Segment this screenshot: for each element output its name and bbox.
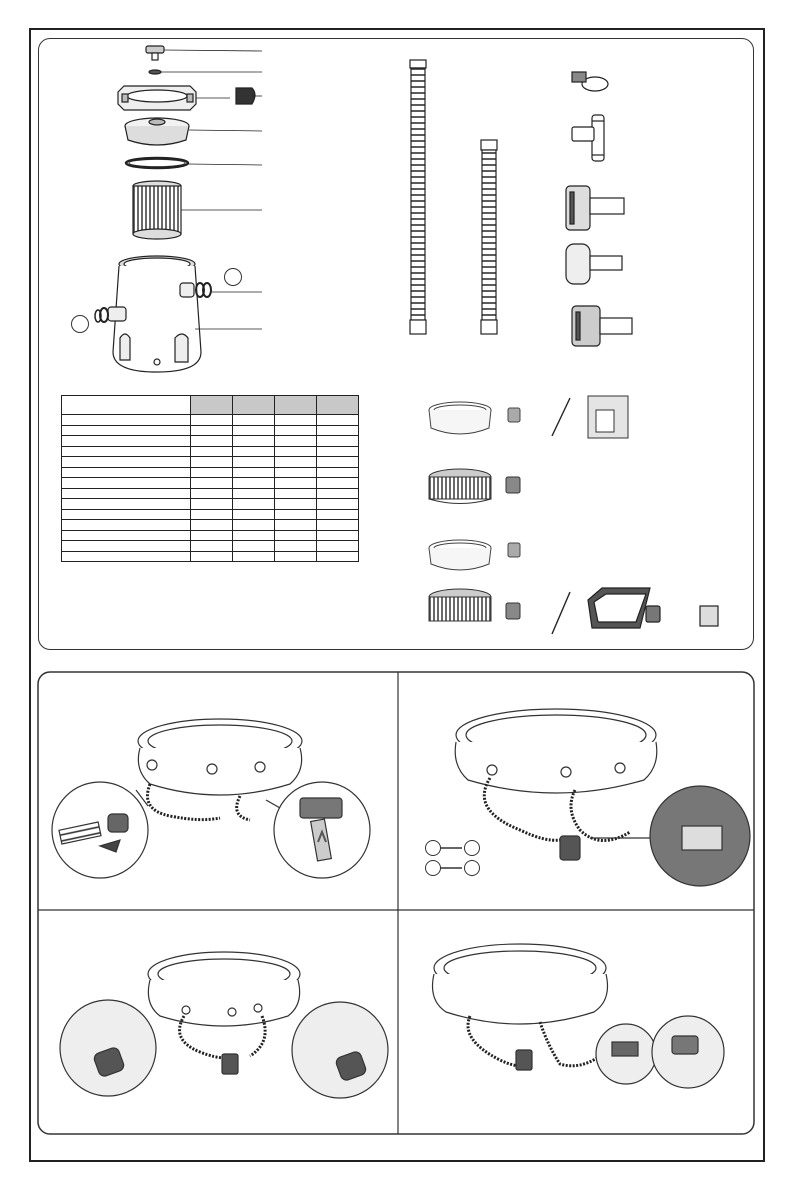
callout-step2-a2	[464, 840, 480, 856]
parts-table	[61, 395, 359, 562]
t-connector-icon	[572, 115, 604, 161]
table-row	[62, 425, 359, 436]
table-row	[62, 530, 359, 541]
hose-clamp-icon	[572, 72, 608, 91]
table-row	[62, 457, 359, 468]
step1-illustration	[52, 719, 370, 878]
table-row	[62, 478, 359, 489]
header-cell	[233, 396, 275, 415]
step3-illustration	[60, 952, 388, 1098]
callout-step2-b1	[425, 860, 441, 876]
parts-table-header	[62, 396, 359, 415]
strainer-connector-icon	[566, 186, 632, 346]
step4-illustration	[433, 944, 725, 1088]
hose-icon	[410, 60, 497, 334]
callout-filter-left	[71, 315, 89, 333]
table-row	[62, 415, 359, 426]
table-row	[62, 488, 359, 499]
table-row	[62, 509, 359, 520]
callout-step2-a1	[425, 840, 441, 856]
table-row	[62, 520, 359, 531]
header-cell	[275, 396, 317, 415]
parts-table-body	[62, 415, 359, 562]
pump-filter-exploded-icon	[95, 46, 262, 372]
table-row	[62, 551, 359, 562]
table-row	[62, 467, 359, 478]
pool-oval-icon	[588, 588, 718, 628]
header-cell	[62, 396, 191, 415]
table-row	[62, 436, 359, 447]
header-cell	[317, 396, 359, 415]
table-row	[62, 541, 359, 552]
step2-illustration	[436, 709, 750, 886]
table-row	[62, 499, 359, 510]
callout-step2-b2	[464, 860, 480, 876]
header-cell	[191, 396, 233, 415]
table-row	[62, 446, 359, 457]
callout-filter-right	[224, 268, 242, 286]
